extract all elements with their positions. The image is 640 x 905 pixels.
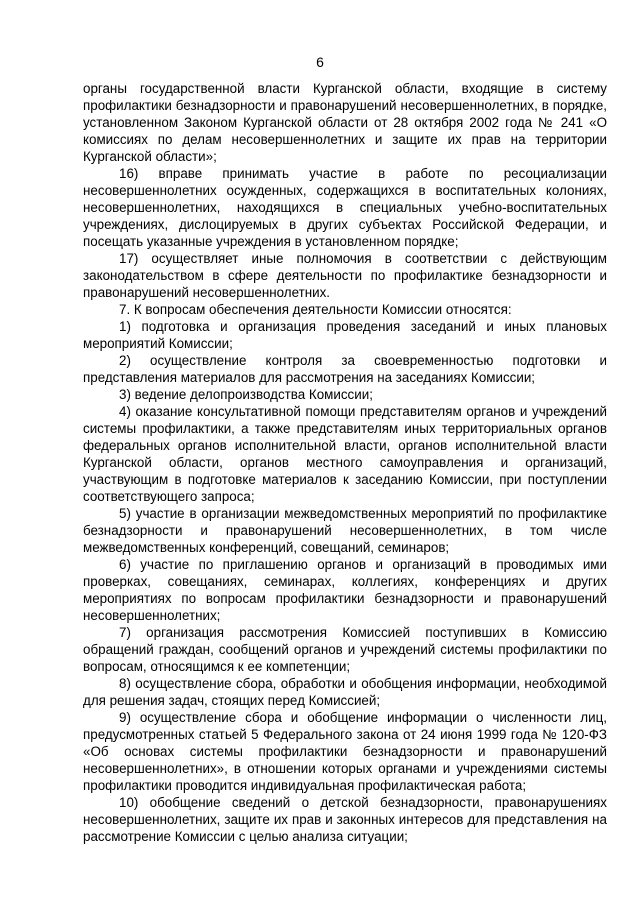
paragraph-item-5: 5) участие в организации межведомственных мероприятий по профилактике безнадзорности и правонарушений несовершеннолетних, в том числе межведомственных конференций, совещаний, семинаров;	[83, 506, 607, 555]
paragraph-item-7: 7) организация рассмотрения Комиссией поступивших в Комиссию обращений граждан, сообщений органов и учреждений системы профилактики по вопросам, относящимся к ее компетенции;	[83, 625, 607, 674]
document-body	[83, 80, 607, 845]
paragraph-continuation: органы государственной власти Курганской области, входящие в систему профилактики безнадзорности и правонарушений несовершеннолетних, в порядке, установленном Законом Курганской области от 28 октября 2002 года № 241 «О комиссиях по делам несовершеннолетних и защите их прав на территории Курганской области»;	[83, 81, 607, 164]
paragraph-item-6: 6) участие по приглашению органов и организаций в проводимых ими проверках, совещаниях, семинарах, коллегиях, конференциях и других мероприятиях по вопросам профилактики безнадзорности и правонарушений несовершеннолетних;	[83, 557, 607, 623]
paragraph-section-7: 7. К вопросам обеспечения деятельности Комиссии относятся:	[119, 302, 512, 317]
paragraph-item-2: 2) осуществление контроля за своевременностью подготовки и представления материалов для рассмотрения на заседаниях Комиссии;	[83, 353, 607, 385]
paragraph-item-9: 9) осуществление сбора и обобщение информации о численности лиц, предусмотренных статьей 5 Федерального закона от 24 июня 1999 года № 120-ФЗ «Об основах системы профилактики безнадзорности и правонарушений несовершеннолетних», в отношении которых органами и учреждениями системы профилактики проводится индивидуальная профилактическая работа;	[83, 710, 607, 793]
paragraph-item-17: 17) осуществляет иные полномочия в соответствии с действующим законодательством в сфере деятельности по профилактике безнадзорности и правонарушений несовершеннолетних.	[83, 251, 607, 300]
paragraph-item-4: 4) оказание консультативной помощи представителям органов и учреждений системы профилактики, а также представителям иных территориальных органов федеральных органов исполнительной власти, органов исполнительной власти Курганской области, органов местного самоуправления и организаций, участвующим в подготовке материалов к заседанию Комиссии, при поступлении соответствующего запроса;	[83, 404, 607, 504]
paragraph-item-8: 8) осуществление сбора, обработки и обобщения информации, необходимой для решения задач, стоящих перед Комиссией;	[83, 676, 607, 708]
paragraph-item-10: 10) обобщение сведений о детской безнадзорности, правонарушениях несовершеннолетних, защите их прав и законных интересов для представления на рассмотрение Комиссии с целью анализа ситуации;	[83, 795, 607, 844]
paragraph-item-16: 16) вправе принимать участие в работе по ресоциализации несовершеннолетних осужденных, содержащихся в воспитательных колониях, несовершеннолетних, находящихся в специальных учебно-воспитательных учреждениях, дислоцируемых в других субъектах Российской Федерации, и посещать указанные учреждения в установленном порядке;	[83, 166, 607, 249]
paragraph-item-3: 3) ведение делопроизводства Комиссии;	[119, 387, 373, 402]
page-number: 6	[316, 54, 324, 70]
paragraph-item-1: 1) подготовка и организация проведения заседаний и иных плановых мероприятий Комиссии;	[83, 319, 607, 351]
